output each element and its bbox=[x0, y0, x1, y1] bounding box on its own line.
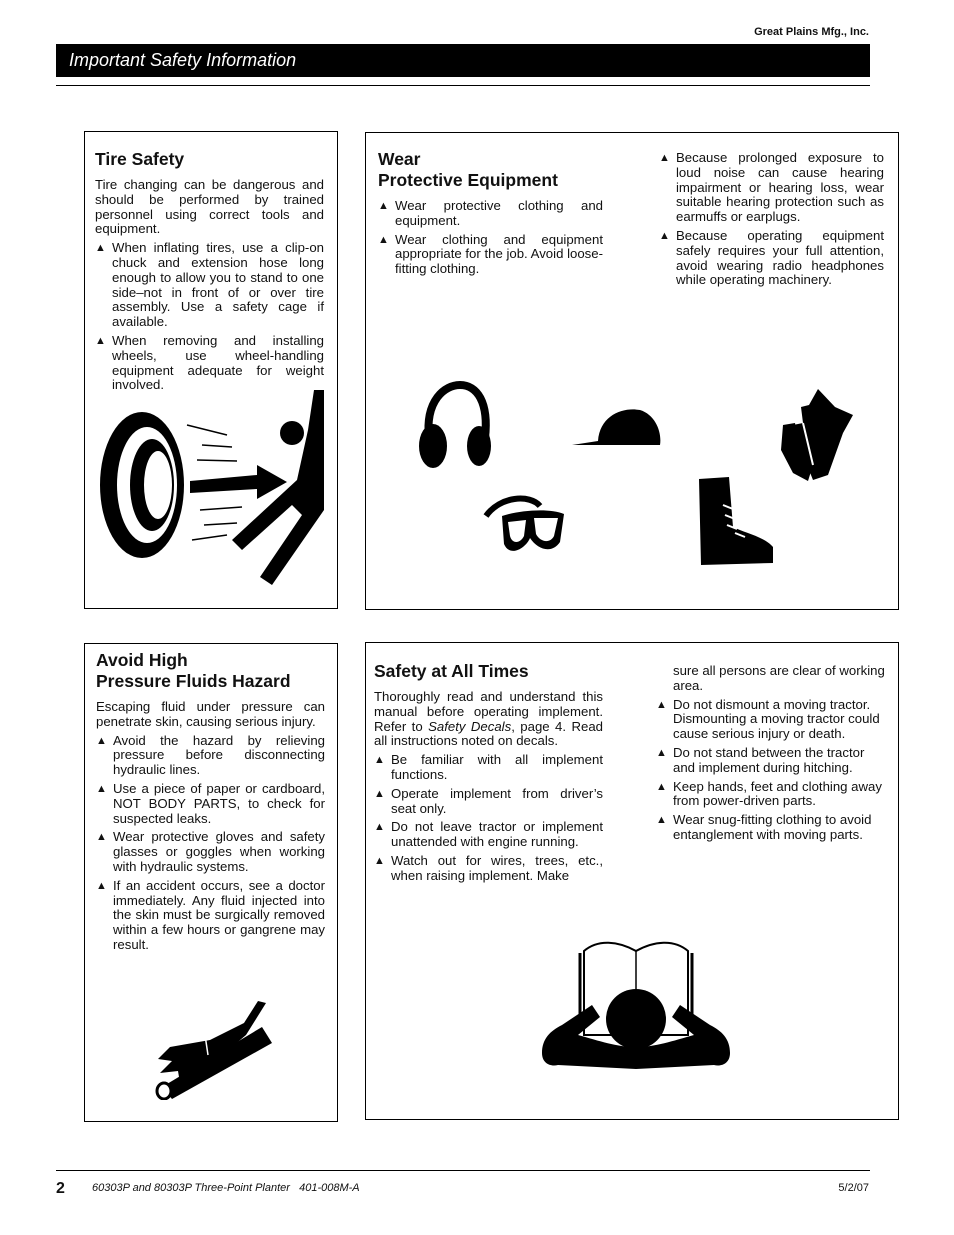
continued-text: sure all persons are clear of working area. bbox=[673, 663, 885, 693]
earmuffs-icon bbox=[415, 380, 495, 472]
reading-manual-icon bbox=[538, 935, 734, 1071]
warning-triangle-icon: ▲ bbox=[374, 787, 385, 800]
warning-triangle-icon: ▲ bbox=[659, 152, 670, 164]
warning-triangle-icon: ▲ bbox=[95, 242, 106, 255]
list-item: ▲ Keep hands, feet and clothing away from power-driven parts. bbox=[656, 778, 882, 809]
high-pressure-text bbox=[96, 650, 325, 957]
document-title: 60303P and 80303P Three-Point Planter 401-008M-A bbox=[92, 1182, 360, 1194]
high-pressure-intro: Escaping fluid under pressure can penetrate skin, causing serious injury. bbox=[96, 699, 325, 729]
list-item: ▲ Be familiar with all implement functions. bbox=[374, 752, 603, 782]
list-item: ▲ Do not dismount a moving tractor. Dismounting a moving tractor could cause serious injury or death. bbox=[656, 696, 880, 742]
warning-triangle-icon: ▲ bbox=[96, 879, 107, 892]
safety-all-times-intro: Thoroughly read and understand this manual before operating implement. Refer to Safety Decals, page 4. Read all instructions noted on decals. bbox=[374, 689, 603, 749]
hand-fluid-injection-icon bbox=[150, 995, 275, 1100]
tire-safety-intro: Tire changing can be dangerous and should be performed by trained personnel using correct tools and equipment. bbox=[95, 177, 324, 237]
list-item: ▲ If an accident occurs, see a doctor immediately. Any fluid injected into the skin must be surgically removed within a few hours or gangrene may result. bbox=[96, 877, 325, 952]
list-item: ▲ Wear protective clothing and equipment. bbox=[378, 198, 603, 228]
list-item: ▲ When removing and installing wheels, use wheel-handling equipment adequate for weight involved. bbox=[95, 332, 324, 393]
list-item: ▲ Operate implement from driver’s seat only. bbox=[374, 785, 603, 816]
list-item: ▲ Do not leave tractor or implement unattended with engine running. bbox=[374, 819, 603, 850]
warning-triangle-icon: ▲ bbox=[96, 831, 107, 844]
warning-triangle-icon: ▲ bbox=[374, 821, 385, 834]
company-name: Great Plains Mfg., Inc. bbox=[754, 26, 869, 38]
safety-all-times-right bbox=[656, 664, 886, 847]
warning-triangle-icon: ▲ bbox=[659, 229, 670, 242]
header-rule bbox=[56, 85, 870, 86]
safety-all-times-title: Safety at All Times bbox=[374, 661, 529, 681]
list-item: ▲ Use a piece of paper or cardboard, NOT BODY PARTS, to check for suspected leaks. bbox=[96, 780, 325, 826]
warning-triangle-icon: ▲ bbox=[656, 746, 667, 759]
list-item: ▲ Wear clothing and equipment appropriate for the job. Avoid loose-fitting clothing. bbox=[378, 231, 603, 277]
list-item: ▲ Because prolonged exposure to loud noise can cause hearing impairment or hearing loss, wear suitable hearing protection such as earmuffs or earplugs. bbox=[659, 150, 884, 225]
safety-all-times-list-left bbox=[374, 753, 603, 883]
gloves-icon bbox=[773, 385, 858, 485]
warning-triangle-icon: ▲ bbox=[656, 814, 667, 827]
list-item: ▲ Wear snug-fitting clothing to avoid entanglement with moving parts. bbox=[656, 812, 872, 842]
tire-safety-title: Tire Safety bbox=[95, 149, 185, 169]
warning-triangle-icon: ▲ bbox=[656, 698, 667, 711]
tire-safety-list bbox=[95, 241, 324, 393]
protective-equipment-list-left bbox=[378, 199, 603, 277]
safety-goggles-icon bbox=[480, 492, 570, 562]
safety-boot-icon bbox=[695, 475, 777, 570]
warning-triangle-icon: ▲ bbox=[374, 754, 385, 767]
warning-triangle-icon: ▲ bbox=[96, 782, 107, 795]
warning-triangle-icon: ▲ bbox=[96, 734, 107, 747]
section-banner: Important Safety Information bbox=[56, 44, 870, 77]
protective-equipment-right bbox=[659, 151, 884, 292]
list-item: ▲ When inflating tires, use a clip-on chuck and extension hose long enough to allow you to stand to one side–not in front of or over tire assembly. Use a safety cage if available. bbox=[95, 240, 324, 330]
list-item: ▲ Watch out for wires, trees, etc., when raising implement. Make bbox=[374, 852, 603, 883]
list-item: ▲ Avoid the hazard by relieving pressure before disconnecting hydraulic lines. bbox=[96, 732, 325, 778]
list-item: ▲ Because operating equipment safely requires your full attention, avoid wearing radio headphones while operating machinery. bbox=[659, 227, 884, 288]
protective-equipment-list-right bbox=[659, 151, 884, 288]
warning-triangle-icon: ▲ bbox=[378, 233, 389, 246]
warning-triangle-icon: ▲ bbox=[95, 334, 106, 347]
warning-triangle-icon: ▲ bbox=[656, 780, 667, 793]
protective-equipment-title: Wear Protective Equipment bbox=[378, 149, 558, 190]
list-item: ▲ Wear protective gloves and safety glasses or goggles when working with hydraulic systems. bbox=[96, 829, 325, 874]
high-pressure-title: Avoid High Pressure Fluids Hazard bbox=[96, 650, 291, 691]
warning-triangle-icon: ▲ bbox=[378, 200, 389, 212]
revision-date: 5/2/07 bbox=[838, 1182, 869, 1194]
tire-explosion-icon bbox=[92, 385, 332, 595]
page-number: 2 bbox=[56, 1180, 65, 1197]
high-pressure-list bbox=[96, 734, 325, 953]
hard-hat-icon bbox=[568, 405, 663, 447]
safety-all-times-left bbox=[374, 661, 603, 888]
list-item: ▲ Do not stand between the tractor and implement during hitching. bbox=[656, 744, 865, 775]
footer-rule bbox=[56, 1170, 870, 1171]
warning-triangle-icon: ▲ bbox=[374, 854, 385, 867]
safety-all-times-list-right bbox=[656, 698, 886, 843]
tire-safety-text bbox=[95, 149, 324, 397]
protective-equipment-left bbox=[378, 149, 603, 281]
